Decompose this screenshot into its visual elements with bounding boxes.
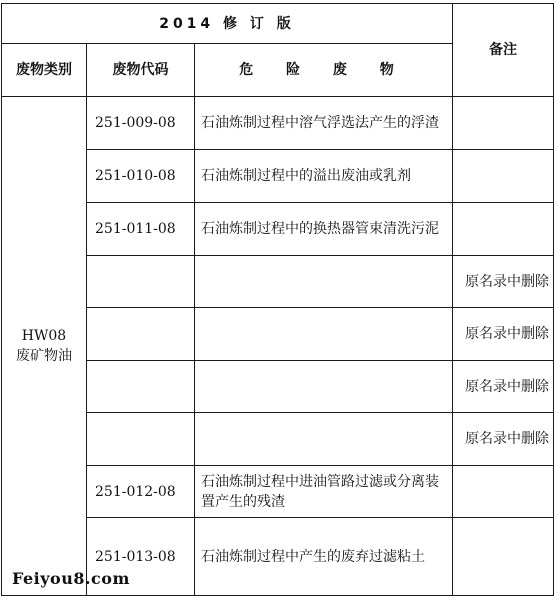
- waste-code: 251-009-08: [87, 97, 195, 150]
- waste-code: [87, 256, 195, 308]
- waste-note: 原名录中删除: [453, 413, 554, 466]
- waste-note: 原名录中删除: [453, 308, 554, 361]
- revision-title: 2014 修 订 版: [2, 4, 453, 44]
- waste-description: 石油炼制过程中进油管路过滤或分离装置产生的残渣: [195, 466, 453, 518]
- waste-note: [453, 97, 554, 150]
- waste-code: 251-010-08: [87, 150, 195, 203]
- notes-header: 备注: [453, 4, 554, 97]
- category-header: 废物类别: [2, 44, 87, 97]
- waste-description: 石油炼制过程中产生的废弃过滤粘土: [195, 518, 453, 596]
- waste-description: [195, 361, 453, 413]
- waste-description: [195, 413, 453, 466]
- table-row: [2, 97, 554, 150]
- site-watermark: Feiyou8.com: [12, 569, 130, 588]
- waste-code: 251-013-08: [87, 518, 195, 596]
- waste-note: [453, 518, 554, 596]
- hazard-header: 危 险 废 物: [195, 44, 453, 97]
- waste-note: [453, 203, 554, 256]
- waste-category-cell: [2, 97, 87, 596]
- hazardous-waste-table: [1, 3, 554, 596]
- waste-note: [453, 150, 554, 203]
- waste-code: 251-011-08: [87, 203, 195, 256]
- code-header: 废物代码: [87, 44, 195, 97]
- category-name: 废矿物油: [16, 348, 72, 364]
- waste-note: [453, 466, 554, 518]
- waste-code: [87, 413, 195, 466]
- category-code: HW08: [21, 328, 67, 344]
- waste-description: [195, 256, 453, 308]
- waste-code: 251-012-08: [87, 466, 195, 518]
- waste-code: [87, 361, 195, 413]
- waste-description: 石油炼制过程中的换热器管束清洗污泥: [195, 203, 453, 256]
- waste-note: 原名录中删除: [453, 361, 554, 413]
- waste-code: [87, 308, 195, 361]
- waste-description: 石油炼制过程中溶气浮选法产生的浮渣: [195, 97, 453, 150]
- waste-note: 原名录中删除: [453, 256, 554, 308]
- revision-header-row: [2, 4, 554, 44]
- waste-description: 石油炼制过程中的溢出废油或乳剂: [195, 150, 453, 203]
- waste-description: [195, 308, 453, 361]
